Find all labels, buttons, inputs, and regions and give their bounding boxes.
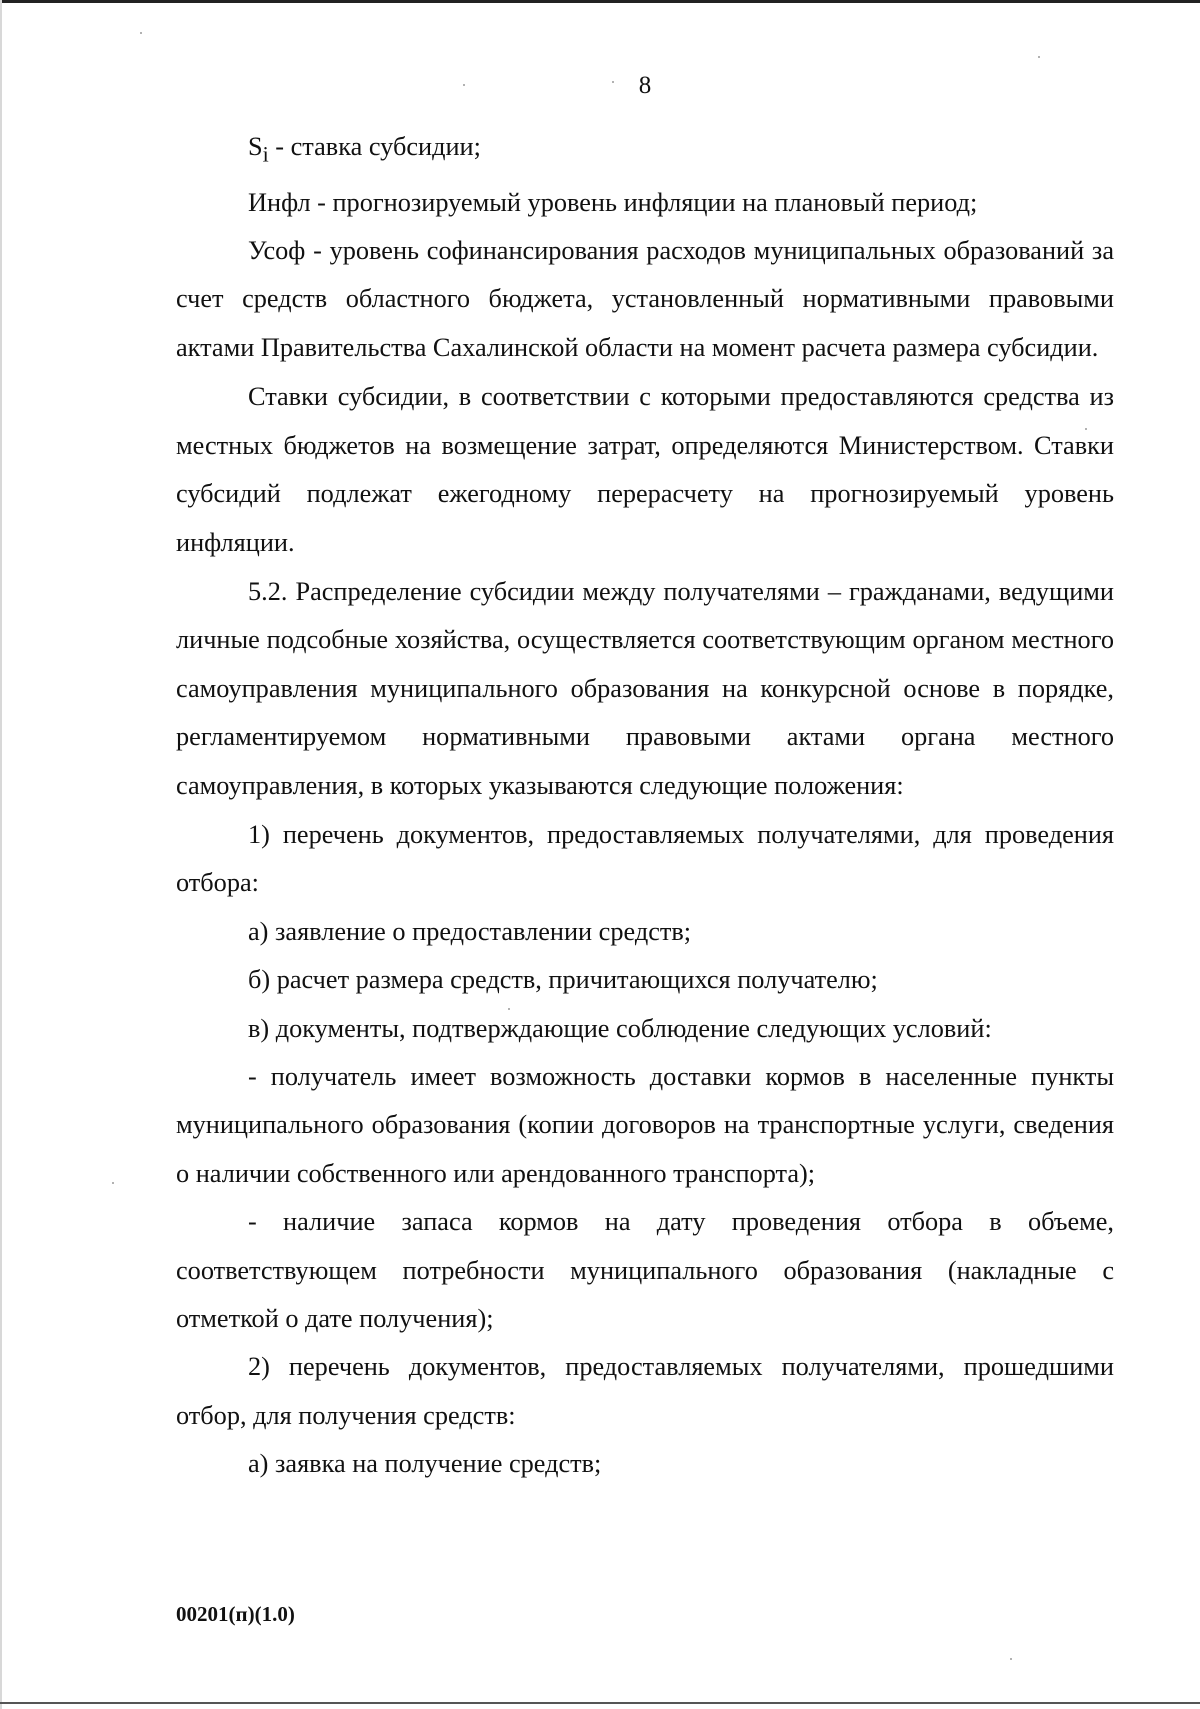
page-number: 8	[638, 72, 652, 99]
s-subscript: i	[262, 141, 269, 167]
scan-speck	[1085, 428, 1087, 430]
item-1b-paragraph: б) расчет размера средств, причитающихся получателю;	[248, 965, 878, 995]
bottom-scan-edge	[0, 1702, 1200, 1704]
section-5-2-paragraph: 5.2. Распределение субсидии между получателями – гражданами, ведущими личные подсобные хозяйства, осуществляется соответствующим органом местного самоуправления муниципального образования на конкурсной основе в порядке, регламентируемом нормативными правовыми актами органа местного самоуправления, в которых указываются следующие положения:	[176, 576, 1114, 800]
top-scan-edge	[0, 0, 1200, 3]
s-symbol: S	[248, 132, 263, 161]
scan-speck	[1010, 1658, 1012, 1660]
document-body	[176, 123, 1114, 1489]
condition-delivery-paragraph: - получатель имеет возможность доставки кормов в населенные пункты муниципального образования (копии договоров на транспортные услуги, сведения о наличии собственного или арендованного транспорта);	[176, 1061, 1114, 1188]
item-1c-paragraph: в) документы, подтверждающие соблюдение следующих условий:	[248, 1013, 992, 1043]
item-2a-paragraph: а) заявка на получение средств;	[248, 1449, 602, 1479]
scan-speck	[612, 81, 614, 83]
scan-speck	[508, 1008, 510, 1010]
condition-stock-paragraph: - наличие запаса кормов на дату проведения отбора в объеме, соответствующем потребности муниципального образования (накладные с отметкой о дате получения);	[176, 1207, 1114, 1333]
s-definition-text: - ставка субсидии;	[268, 132, 481, 161]
item-1-paragraph: 1) перечень документов, предоставляемых получателями, для проведения отбора:	[176, 819, 1114, 898]
usof-definition-paragraph: Усоф - уровень софинансирования расходов муниципальных образований за счет средств областного бюджета, установленный нормативными правовыми актами Правительства Сахалинской области на момент расчета размера субсидии.	[176, 236, 1114, 362]
rates-paragraph: Ставки субсидии, в соответствии с которыми предоставляются средства из местных бюджетов на возмещение затрат, определяются Министерством. Ставки субсидий подлежат ежегодному перерасчету на прогнозируемый уровень инфляции.	[176, 382, 1114, 557]
scan-speck	[1038, 56, 1040, 58]
left-scan-edge	[0, 0, 2, 1709]
scan-speck	[463, 84, 465, 86]
scan-speck	[112, 1182, 114, 1184]
scan-speck	[140, 32, 142, 34]
infl-definition-paragraph: Инфл - прогнозируемый уровень инфляции на плановый период;	[248, 187, 978, 217]
s-definition-paragraph	[176, 123, 1114, 179]
document-code: 00201(п)(1.0)	[176, 1602, 295, 1626]
item-2-paragraph: 2) перечень документов, предоставляемых получателями, прошедшими отбор, для получения средств:	[176, 1352, 1114, 1430]
item-1a-paragraph: а) заявление о предоставлении средств;	[248, 916, 692, 946]
